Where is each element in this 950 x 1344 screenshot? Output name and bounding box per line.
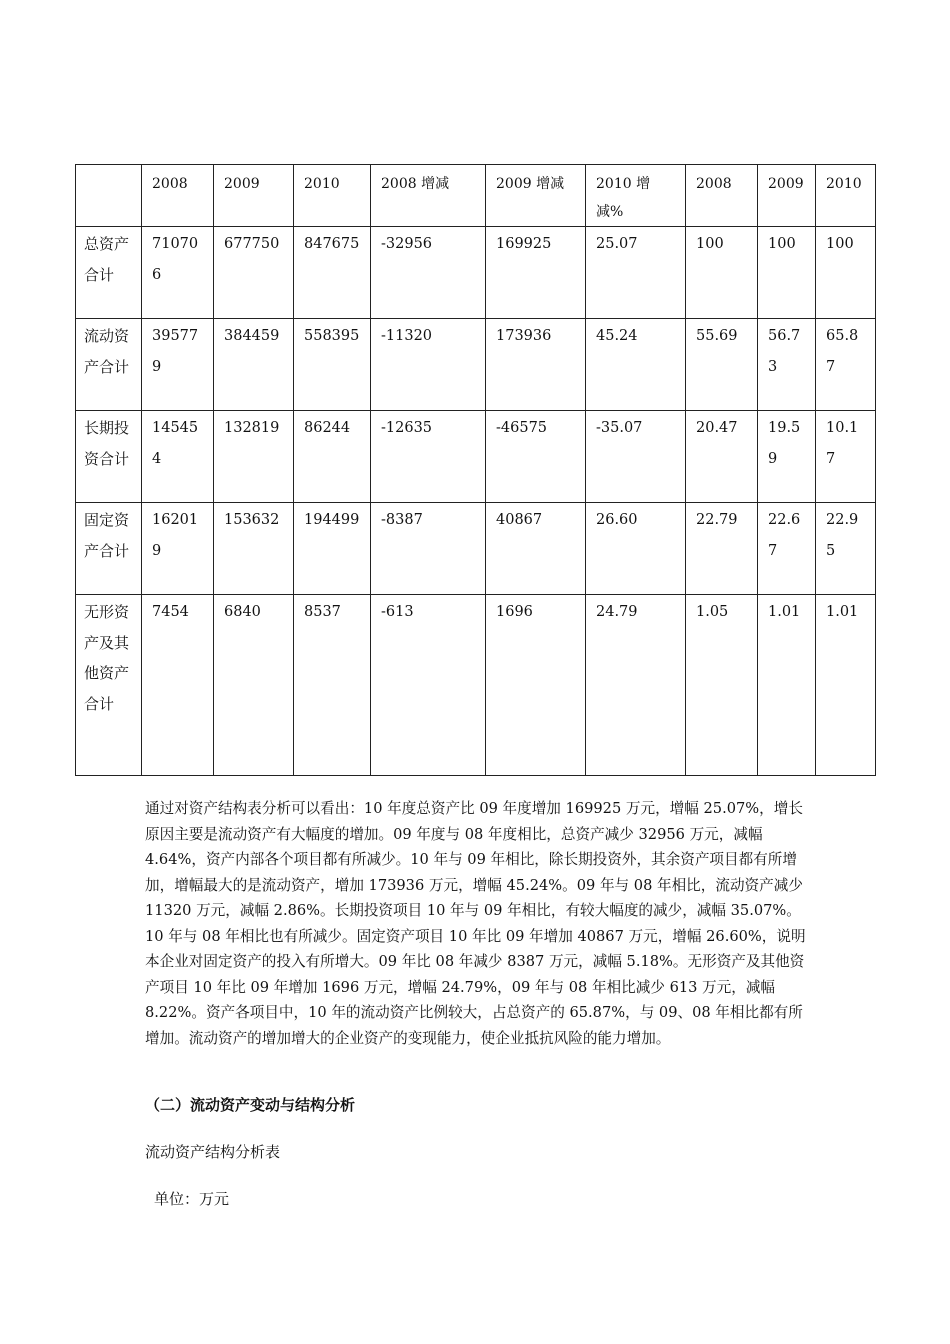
table-cell: 86244	[294, 411, 371, 503]
table-cell: 26.60	[586, 503, 686, 595]
table-cell: -32956	[371, 227, 486, 319]
header-cell: 2010	[816, 165, 876, 227]
table-cell: 710706	[142, 227, 214, 319]
table-cell: 10.17	[816, 411, 876, 503]
table-row	[76, 595, 876, 776]
table-cell: 677750	[214, 227, 294, 319]
table-cell: 132819	[214, 411, 294, 503]
table-cell: 1696	[486, 595, 586, 776]
table-body	[76, 165, 876, 776]
table-cell: 45.24	[586, 319, 686, 411]
table-cell: -35.07	[586, 411, 686, 503]
table-cell: 20.47	[686, 411, 758, 503]
table-cell: 1.05	[686, 595, 758, 776]
table-cell: 100	[758, 227, 816, 319]
table-cell: 40867	[486, 503, 586, 595]
row-label: 流动资产合计	[76, 319, 142, 411]
header-cell: 2008	[142, 165, 214, 227]
table-cell: 1.01	[758, 595, 816, 776]
table-header-row	[76, 165, 876, 227]
table-row	[76, 319, 876, 411]
asset-structure-table	[75, 164, 876, 776]
table-cell: 173936	[486, 319, 586, 411]
table-cell: 162019	[142, 503, 214, 595]
row-label: 固定资产合计	[76, 503, 142, 595]
table-cell: 6840	[214, 595, 294, 776]
table-cell: 25.07	[586, 227, 686, 319]
table-row	[76, 227, 876, 319]
table-row	[76, 411, 876, 503]
table-cell: 384459	[214, 319, 294, 411]
header-cell	[76, 165, 142, 227]
row-label: 无形资产及其他资产合计	[76, 595, 142, 776]
header-cell: 2009 增减	[486, 165, 586, 227]
table-cell: 22.95	[816, 503, 876, 595]
table-cell: -12635	[371, 411, 486, 503]
table-cell: 847675	[294, 227, 371, 319]
table-cell: 194499	[294, 503, 371, 595]
table-cell: 169925	[486, 227, 586, 319]
table-cell: 153632	[214, 503, 294, 595]
table-cell: 22.79	[686, 503, 758, 595]
table-cell: 395779	[142, 319, 214, 411]
table-caption: 流动资产结构分析表	[145, 1143, 281, 1161]
header-cell: 2009	[214, 165, 294, 227]
table-cell: 55.69	[686, 319, 758, 411]
analysis-paragraph: 通过对资产结构表分析可以看出：10 年度总资产比 09 年度增加 169925 万元，增幅 25.07%，增长原因主要是流动资产有大幅度的增加。09 年度与 08 年度相比，总资产减少 32956 万元，减幅 4.64%，资产内部各个项目都有所减少。10 年与 09 年相比，除长期投资外，其余资产项目都有所增加，增幅最大的是流动资产，增加 173936 万元，增幅 45.24%。09 年与 08 年相比，流动资产减少 11320 万元，减幅 2.86%。长期投资项目 10 年与 09 年相比，有较大幅度的减少，减幅 35.07%。10 年与 08 年相比也有所减少。固定资产项目 10 年比 09 年增加 40867 万元，增幅 26.60%，说明本企业对固定资产的投入有所增大。09 年比 08 年减少 8387 万元，减幅 5.18%。无形资产及其他资产项目 10 年比 09 年增加 1696 万元，增幅 24.79%，09 年与 08 年相比减少 613 万元，减幅 8.22%。资产各项目中，10 年的流动资产比例较大，占总资产的 65.87%，与 09、08 年相比都有所增加。流动资产的增加增大的企业资产的变现能力，使企业抵抗风险的能力增加。	[145, 800, 806, 1047]
row-label: 总资产合计	[76, 227, 142, 319]
table-cell: -8387	[371, 503, 486, 595]
table-cell: 24.79	[586, 595, 686, 776]
row-label: 长期投资合计	[76, 411, 142, 503]
table-cell: 145454	[142, 411, 214, 503]
table-cell: 56.73	[758, 319, 816, 411]
table-row	[76, 503, 876, 595]
table-cell: 65.87	[816, 319, 876, 411]
table-cell: 558395	[294, 319, 371, 411]
table-cell: 19.59	[758, 411, 816, 503]
table-cell: 7454	[142, 595, 214, 776]
header-cell: 2010 增减%	[586, 165, 686, 227]
section-heading: （二）流动资产变动与结构分析	[145, 1096, 356, 1114]
table-cell: -11320	[371, 319, 486, 411]
table-cell: 22.67	[758, 503, 816, 595]
header-cell: 2008	[686, 165, 758, 227]
header-cell: 2009	[758, 165, 816, 227]
header-cell: 2008 增减	[371, 165, 486, 227]
table-cell: 1.01	[816, 595, 876, 776]
unit-label: 单位：万元	[154, 1190, 230, 1208]
table-cell: 8537	[294, 595, 371, 776]
header-cell: 2010	[294, 165, 371, 227]
table-cell: -613	[371, 595, 486, 776]
table-cell: 100	[686, 227, 758, 319]
table-cell: 100	[816, 227, 876, 319]
table-cell: -46575	[486, 411, 586, 503]
